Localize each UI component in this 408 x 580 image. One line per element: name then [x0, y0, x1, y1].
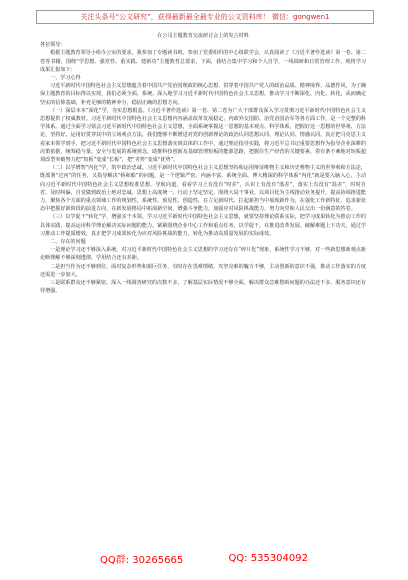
body-paragraph: （二）以学增智“内化”学，筑牢政治忠诚。习近平新时代中国特色社会主义思想坚持和运用辩证唯物主义和历史唯物主义的世界观和方法论，既部署“过河”的任务，又指导解决“桥和船”的问题，是一个逻辑严密、内涵丰富、系统全面、博大精深的科学体系“内化”就是要入脑入心，主动向习近平新时代中国特色社会主义思想校准思想、导航向道，看看学习上有没有“时差”，认识上有没有“落差”，落实上有没有“温差”，时时自省、及时纠偏，自觉做到政治上绝对忠诚、思想上高度统一、行动上坚定坚定。围绕大局干事业，以项目化为主线推动业务提升，提高协调推进能力，聚焦各个方面的重点领域工作的规划性、系统性、预见性、创造性，在立足新时代、扛起新担当中展现新作为，在强化工作新特征、追求新状态中把握好新阶段的前进方向，在新发展格局中拓展新空间，增强斗争能力，加强应对风险挑战能力，努力向党和人民交出一份满意的答卷。 — [40, 165, 366, 213]
body-paragraph: （三）以学促干“转化”学，增强实干本领。学习习近平新时代中国特色社会主义思想，就要坚持理论联系实际，把学习成果转化为推动工作的具体实践，提高运用科学理论解决实际问题的能力。紧紧围绕企业中心工作和重点任务，以学促干，在推进改革发展、破解难题上下功夫，通过学习推动工作提质增效，真正把学习成果转化为应对风险挑战的能力，转化为推动高质量发展的实际成效。 — [40, 214, 366, 237]
body-paragraph: 二是担当作为还不够到位。面对复杂形势和艰巨任务，有时存在畏难情绪，攻坚克难的魄力不够，主动创新的意识不强，推动工作落实的力度还需进一步加大。 — [40, 263, 366, 278]
document-body — [40, 32, 366, 542]
promo-banner-text: 关注头条号“公文研究”，获得最新最全最专业的公文资料库！ 微信：gongwen1 — [80, 13, 330, 21]
document-greeting: 各位领导： — [40, 42, 66, 49]
document-paragraphs — [40, 49, 366, 295]
body-paragraph: 一是理论学习还不够深入系统。对习近平新时代中国特色社会主义思想的学习还存在“碎片化”现象，系统性学习不够，对一些新思想新观点新论断理解不够深刻透彻，学用结合还有差距。 — [40, 247, 366, 262]
document-title: 在公司主题教育交流研讨会上的发言材料 — [157, 33, 249, 39]
body-paragraph: 根据主题教育领导小组办公室的要求，我参加了专题读书班。参加了党委组织的中心组联学会，认真阅读了《习近平著作选读》第一卷、第二卷等书籍，围绕“学思想、强党性、重实践、建新功”主题教育总要求，下面，我结合集中学习和个人自学，一线调研和日常管理工作，现将学习成果汇报如下： — [40, 50, 366, 73]
qq-number-text: QQ: 535304092 — [228, 552, 308, 564]
body-paragraph: （一）深层本本“深化”学，夯实思想根基。《习近平著作选读》第一卷、第二卷为广大干部群众深入学习贯彻习近平新时代中国特色社会主义思想提供了权威教材。习近平新时代中国特色社会主义思想内容涵盖改革发展稳定、内政外交国防、治党治国治军等各方面工作，是一个完整的科学体系。通过全面学习领会习近平新时代中国特色社会主义思想，全面系统掌握这一思想的基本观点、科学体系，把握好这一思想的世界观、方法论，坚持好、运用好贯穿其中的立场观点方法，我们能够不断增进对党的创新理论的政治认同思想认同、理论认同、情感认同，真正把马克思主义看家本领学到手，把习近平新时代中国特色社会主义思想落实到具体的工作中，通过理论指导实践，将习近平总书记重要思想作为指导企业深耕的决策依据，统筹稳与量、安全与发展的系统观念，助推科技创新及基础管理短板的能源思路，把握住生产经营的关键要素，着有条不紊地对短板超项改型突破努力把“短板”变成“长板”，把“劣势”变成“优势”。 — [40, 107, 366, 164]
promo-banner — [36, 10, 374, 24]
body-paragraph: 习近平新时代中国特色社会主义思想蕴含着中国共产党治国理政的核心思想，贯穿着中国共产党人的政治品质、精神境界、品德作风，为了确保主题教育的目标得以实现，我们必须全面、系统、深入地学习习近平新时代中国特色社会主义思想，推动学习不断深化、内化、转化，从而确定坚实的信仰基础，补充足够的精神养分，稳固正确的思想方向。 — [40, 83, 366, 106]
section-heading: 二、存在的问题 — [50, 239, 86, 246]
section-heading: 一、学习心得 — [50, 75, 81, 82]
contact-footer — [100, 550, 308, 566]
qq-group-text: QQ群: 30265665 — [100, 554, 184, 566]
body-paragraph: 三是联系群众还不够紧密。深入一线调查研究的次数不多，了解基层实际情况不够全面，解决群众急难愁盼问题的办法还不多，服务意识还有待增强。 — [40, 280, 366, 295]
